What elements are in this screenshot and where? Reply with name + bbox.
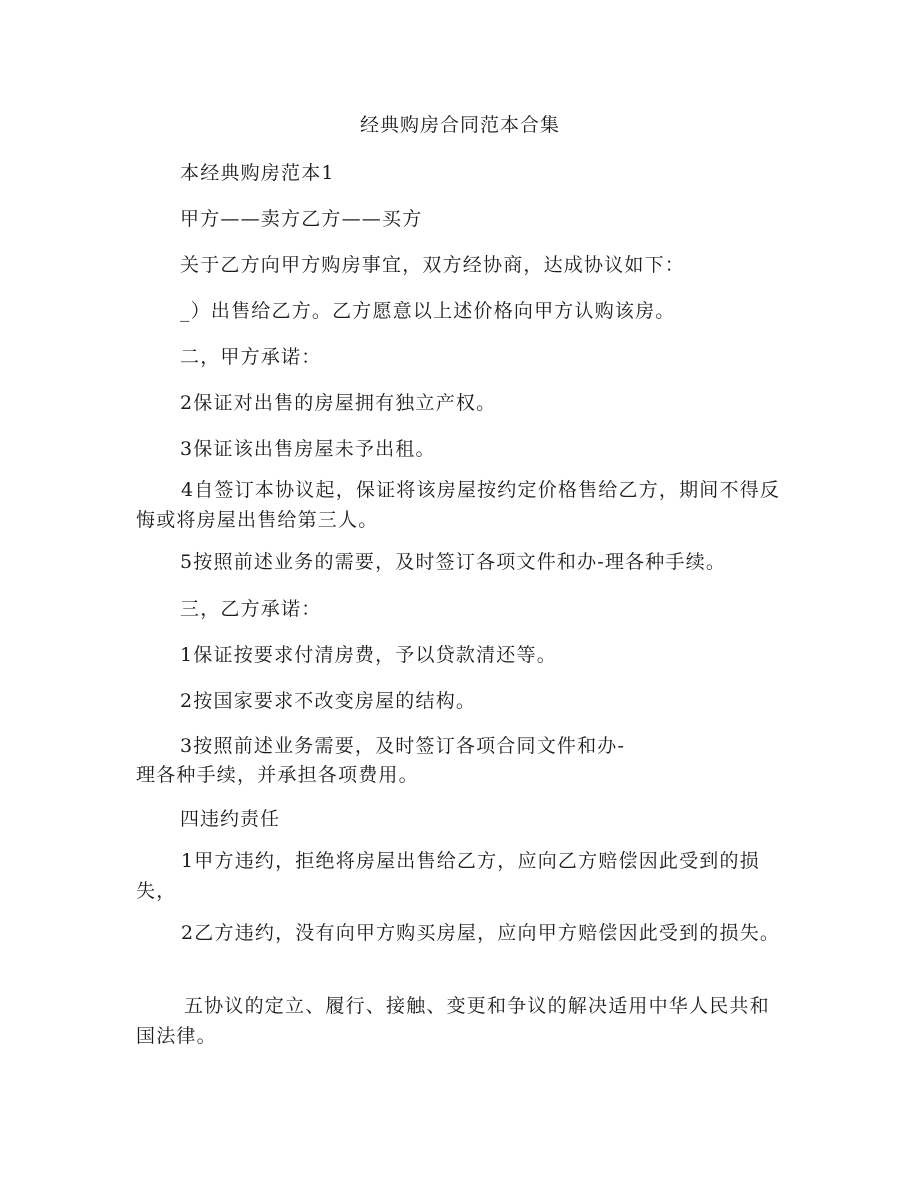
template-heading: 本经典购房范本1 — [180, 162, 335, 184]
intro-line: 关于乙方向甲方购房事宜，双方经协商，达成协议如下： — [180, 254, 686, 276]
buyer-promise-3-line1: 3按照前述业务需要，及时签订各项合同文件和办- — [180, 735, 626, 757]
seller-promise-4: 4自签订本协议起，保证将该房屋按约定价格售给乙方，期间不得反悔或将房屋出售给第三人。 — [136, 479, 781, 531]
section-five-law: 五协议的定立、履行、接触、变更和争议的解决适用中华人民共和国法律。 — [136, 995, 770, 1047]
buyer-promise-2: 2按国家要求不改变房屋的结构。 — [180, 690, 477, 712]
buyer-promise-1: 1保证按要求付清房费，予以贷款清还等。 — [180, 644, 557, 666]
document-title: 经典购房合同范本合集 — [359, 114, 560, 136]
seller-promise-5: 5按照前述业务的需要，及时签订各项文件和办-理各种手续。 — [180, 551, 727, 573]
section-four-heading: 四违约责任 — [180, 808, 281, 830]
section-two-heading: 二，甲方承诺： — [180, 346, 322, 368]
breach-buyer: 2乙方违约，没有向甲方购买房屋，应向甲方赔偿因此受到的损失。 — [181, 922, 781, 944]
buyer-promise-3-line2: 理各种手续，并承担各项费用。 — [136, 764, 419, 786]
seller-promise-2: 2保证对出售的房屋拥有独立产权。 — [180, 392, 497, 414]
sale-item: _）出售给乙方。乙方愿意以上述价格向甲方认购该房。 — [180, 300, 676, 322]
section-three-heading: 三，乙方承诺： — [180, 598, 322, 620]
parties-line: 甲方——卖方乙方——买方 — [180, 208, 423, 230]
breach-seller: 1甲方违约，拒绝将房屋出售给乙方，应向乙方赔偿因此受到的损失， — [136, 850, 760, 902]
seller-promise-3: 3保证该出售房屋未予出租。 — [180, 438, 436, 460]
